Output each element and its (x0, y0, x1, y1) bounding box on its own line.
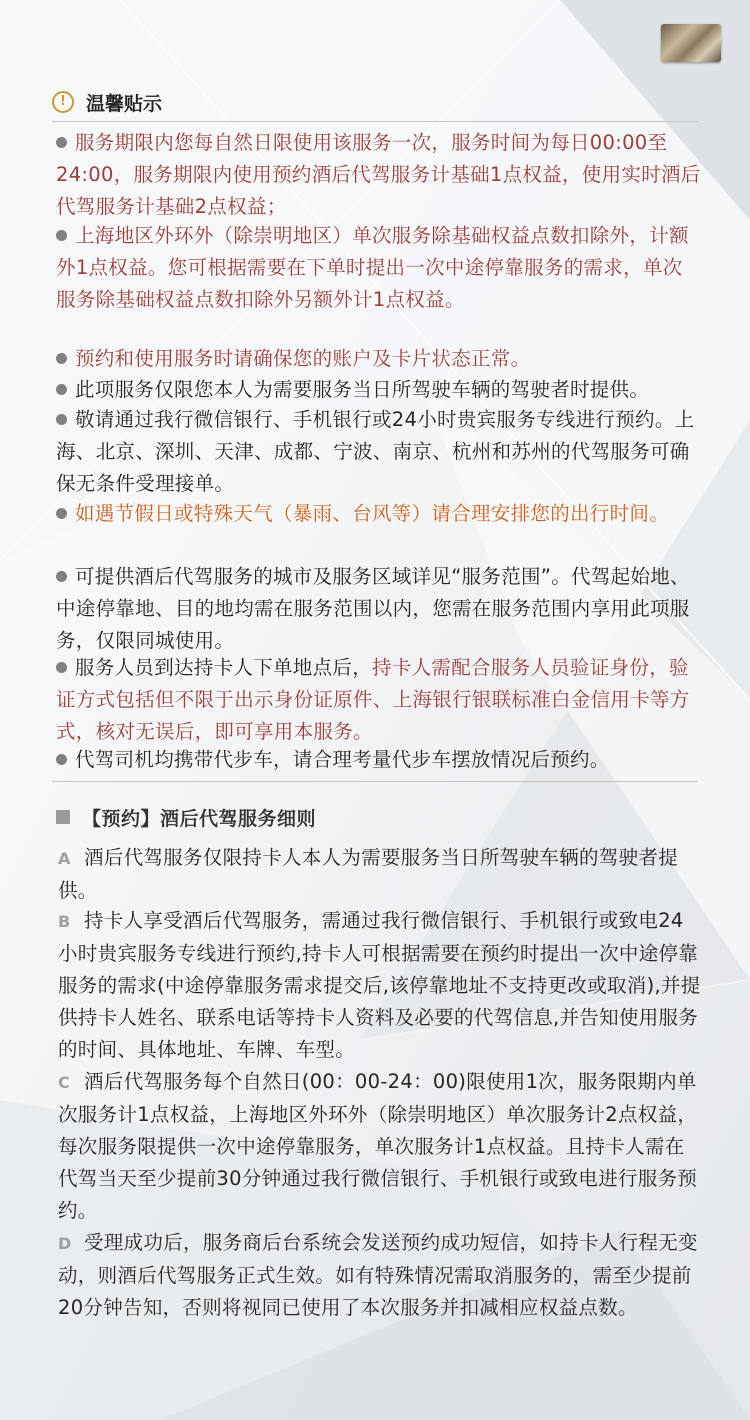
tip-item: 可提供酒后代驾服务的城市及服务区域详见“服务范围”。代驾起始地、中途停靠地、目的地均需在服务范围以内，您需在服务范围内享用此项服务，仅限同城使用。 (56, 565, 690, 652)
bullet-icon (56, 353, 67, 364)
rules-header (56, 801, 316, 833)
bullet-icon (56, 571, 67, 582)
tip-item: 敬请通过我行微信银行、手机银行或24小时贵宾服务专线进行预约。上海、北京、深圳、天津、成都、宁波、南京、杭州和苏州的代驾服务可确保无条件受理接单。 (56, 408, 695, 495)
square-bullet-icon (56, 810, 70, 824)
bullet-icon (56, 414, 67, 425)
rule-item: D 受理成功后，服务商后台系统会发送预约成功短信，如持卡人行程无变动，则酒后代驾服务正式生效。如有特殊情况需取消服务的，需至少提前20分钟告知，否则将视同已使用了本次服务并扣减相应权益点数。 (58, 1231, 698, 1319)
tip-item: 预约和使用服务时请确保您的账户及卡片状态正常。 (56, 343, 701, 375)
tips-header (52, 88, 162, 116)
rules-title: 【预约】酒后代驾服务细则 (82, 807, 317, 830)
divider (52, 121, 698, 122)
tip-item: 代驾司机均携带代步车，请合理考量代步车摆放情况后预约。 (56, 744, 701, 776)
bullet-icon (56, 754, 67, 765)
bank-card-thumbnail (661, 24, 721, 62)
bullet-icon (56, 662, 67, 673)
rule-item: A 酒后代驾服务仅限持卡人本人为需要服务当日所驾驶车辆的驾驶者提供。 (58, 846, 679, 902)
exclamation-circle-icon: ! (52, 91, 74, 113)
bullet-icon (56, 230, 67, 241)
tip-item: 如遇节假日或特殊天气（暴雨、台风等）请合理安排您的出行时间。 (56, 498, 701, 530)
tip-item: 服务期限内您每自然日限使用该服务一次，服务时间为每日00:00至24:00，服务期限内使用预约酒后代驾服务计基础1点权益，使用实时酒后代驾服务计基础2点权益； (56, 131, 701, 218)
tip-item: 此项服务仅限您本人为需要服务当日所驾驶车辆的驾驶者时提供。 (56, 374, 701, 406)
divider (52, 781, 698, 782)
bullet-icon (56, 384, 67, 395)
rule-item: C 酒后代驾服务每个自然日(00：00-24：00)限使用1次，服务限期内单次服务计1点权益，上海地区外环外（除崇明地区）单次服务计2点权益，每次服务限提供一次中途停靠服务，单次服务计1点权益。且持卡人需在代驾当天至少提前30分钟通过我行微信银行、手机银行或致电进行服务预约。 (58, 1070, 698, 1222)
bullet-icon (56, 508, 67, 519)
rule-item: B 持卡人享受酒后代驾服务，需通过我行微信银行、手机银行或致电24小时贵宾服务专线进行预约,持卡人可根据需要在预约时提出一次中途停靠服务的需求(中途停靠服务需求提交后,该停靠地址不支持更改或取消),并提供持卡人姓名、联系电话等持卡人资料及必要的代驾信息,并告知使用服务的时间、具体地址、车牌、车型。 (58, 909, 701, 1061)
bullet-icon (56, 137, 67, 148)
tip-item: 服务人员到达持卡人下单地点后，持卡人需配合服务人员验证身份，验证方式包括但不限于出示身份证原件、上海银行银联标准白金信用卡等方式，核对无误后，即可享用本服务。 (56, 656, 690, 743)
tip-item: 上海地区外环外（除崇明地区）单次服务除基础权益点数扣除外，计额外1点权益。您可根据需要在下单时提出一次中途停靠服务的需求，单次服务除基础权益点数扣除外另额外计1点权益。 (56, 224, 689, 311)
tips-title: 温馨贴示 (86, 92, 163, 115)
